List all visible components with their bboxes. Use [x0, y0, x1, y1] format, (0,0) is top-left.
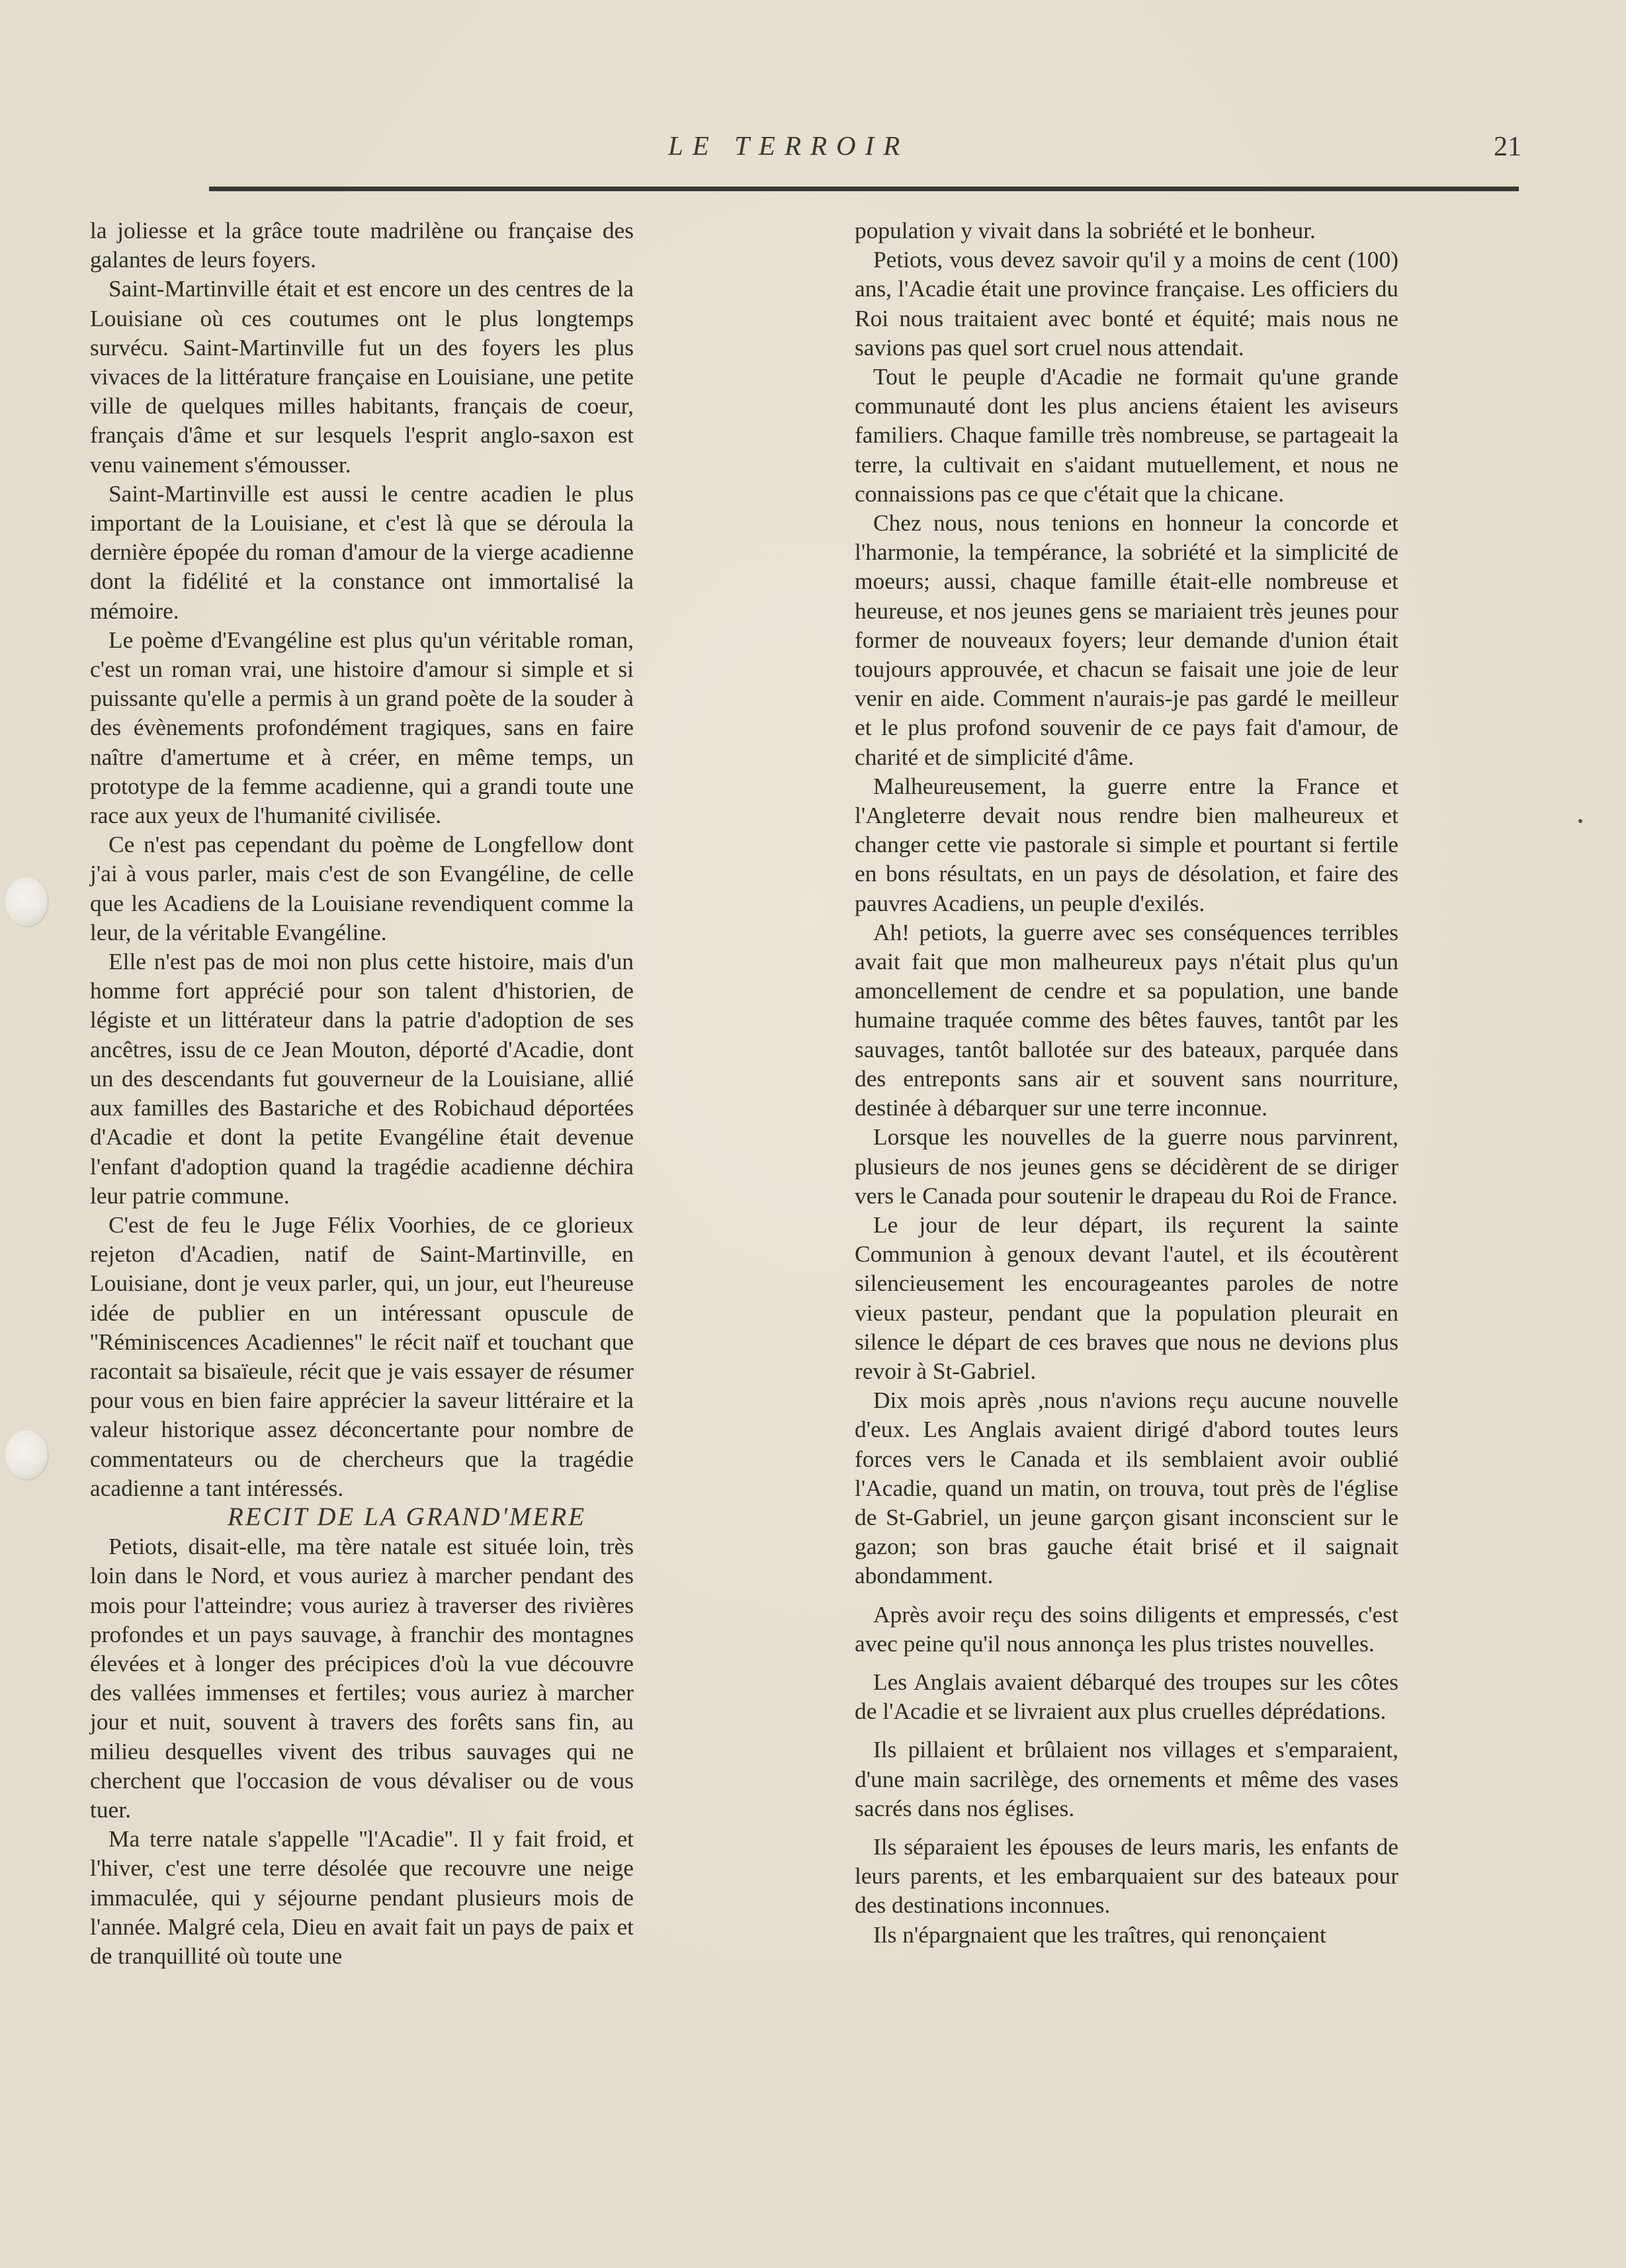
- paragraph: Ils pillaient et brûlaient nos villages et s'emparaient, d'une main sacrilège, des ornements et même des vases sacrés dans nos églises.: [855, 1736, 1398, 1821]
- paragraph: Les Anglais avaient débarqué des troupes sur les côtes de l'Acadie et se livraient aux plus cruelles déprédations.: [855, 1668, 1398, 1725]
- paragraph: C'est de feu le Juge Félix Voorhies, de ce glorieux rejeton d'Acadien, natif de Saint-Martinville, en Louisiane, dont je veux parler, qui, un jour, eut l'heureuse idée de publier en un intéressant opuscule de ''Réminiscences Acadiennes'' le récit naïf et touchant que racontait sa bisaïeule, récit que je vais essayer de résumer pour vous en bien faire apprécier la saveur littéraire et la valeur historique assez déconcertante pour nombre de commentateurs ou de chercheurs que la tragédie acadienne a tant intéressés.: [90, 1211, 634, 1501]
- paragraph: Elle n'est pas de moi non plus cette histoire, mais d'un homme fort apprécié pour son talent d'historien, de légiste et un littérateur dans la patrie d'adoption de ses ancêtres, issu de ce Jean Mouton, déporté d'Acadie, dont un des descendants fut gouverneur de la Louisiane, allié aux familles des Bastariche et des Robichaud déportées d'Acadie et dont la petite Evangéline était devenue l'enfant d'adoption quand la tragédie acadienne déchira leur patrie commune.: [90, 948, 634, 1209]
- paragraph: Ce n'est pas cependant du poème de Longfellow dont j'ai à vous parler, mais c'est de son Evangéline, de celle que les Acadiens de la Louisiane revendiquent comme la leur, de la véritable Evangéline.: [90, 831, 634, 945]
- section-heading: RECIT DE LA GRAND'MERE: [228, 1502, 586, 1531]
- paragraph: Ils n'épargnaient que les traîtres, qui renonçaient: [873, 1921, 1326, 1948]
- paragraph: Chez nous, nous tenions en honneur la concorde et l'harmonie, la tempérance, la sobriété et la simplicité de moeurs; aussi, chaque famille était-elle nombreuse et heureuse, et nos jeunes gens se mariaient très jeunes pour former de nouveaux foyers; leur demande d'union était toujours approuvée, et chacun se faisait une joie de leur venir en aide. Comment n'aurais-je pas gardé le meilleur et le plus profond souvenir de ce pays fait d'amour, de charité et de simplicité d'âme.: [855, 509, 1398, 770]
- paper-speck: [1578, 819, 1582, 823]
- header-rule: [209, 187, 1519, 191]
- journal-title: LE TERROIR: [668, 130, 910, 161]
- punch-hole: [5, 1430, 48, 1479]
- paragraph: Ah! petiots, la guerre avec ses conséquences terribles avait fait que mon malheureux pays n'était plus qu'un amoncellement de cendre et sa population, une bande humaine traquée comme des bêtes fauves, tantôt par les sauvages, tantôt ballotée sur des bateaux, parquée dans des entreponts sans air et souvent sans nourriture, destinée à débarquer sur une terre inconnue.: [855, 918, 1398, 1121]
- paragraph: Ma terre natale s'appelle ''l'Acadie''. Il y fait froid, et l'hiver, c'est une terre désolée que recouvre une neige immaculée, qui y séjourne pendant plusieurs mois de l'année. Malgré cela, Dieu en avait fait un pays de paix et de tranquillité où toute une: [90, 1825, 634, 1969]
- paragraph: Saint-Martinville était et est encore un des centres de la Louisiane où ces coutumes ont le plus longtemps survécu. Saint-Martinville fut un des foyers les plus vivaces de la littérature française en Louisiane, une petite ville de quelques milles habitants, français de coeur, français d'âme et sur lesquels l'esprit anglo-saxon est venu vainement s'émousser.: [90, 275, 634, 478]
- paragraph: Malheureusement, la guerre entre la France et l'Angleterre devait nous rendre bien malheureux et changer cette vie pastorale si simple et pourtant si fertile en bons résultats, en un pays de désolation, et faire des pauvres Acadiens, un peuple d'exilés.: [855, 772, 1398, 916]
- paragraph: Ils séparaient les épouses de leurs maris, les enfants de leurs parents, et les embarquaient sur des bateaux pour des destinations inconnues.: [855, 1833, 1398, 1919]
- paragraph-gap: [855, 1591, 1398, 1600]
- paragraph: Dix mois après ,nous n'avions reçu aucune nouvelle d'eux. Les Anglais avaient dirigé d'abord toutes leurs forces vers le Canada et ils semblaient avoir oublié l'Acadie, quand un matin, on trouva, tout près de l'église de St-Gabriel, un jeune garçon gisant inconscient sur le gazon; son bras gauche était brisé et il saignait abondamment.: [855, 1387, 1398, 1589]
- paragraph: Petiots, disait-elle, ma tère natale est située loin, très loin dans le Nord, et vous auriez à marcher pendant des mois pour l'atteindre; vous auriez à traverser des rivières profondes et un pays sauvage, à franchir des montagnes élevées et à longer des précipices d'où la vue découvre des vallées immenses et fertiles; vous auriez à marcher jour et nuit, souvent à travers des forêts sans fin, au milieu desquelles vivent des tribus sauvages qui ne cherchent que l'occasion de vous dévaliser ou de vous tuer.: [90, 1533, 634, 1823]
- paragraph: Lorsque les nouvelles de la guerre nous parvinrent, plusieurs de nos jeunes gens se décidèrent de se diriger vers le Canada pour soutenir le drapeau du Roi de France.: [855, 1123, 1398, 1209]
- paragraph: Le poème d'Evangéline est plus qu'un véritable roman, c'est un roman vrai, une histoire d'amour si simple et si puissante qu'elle a permis à un grand poète de la souder à des évènements profondément tragiques, sans en faire naître d'amertume et à créer, en même temps, un prototype de la femme acadienne, qui a grandi toute une race aux yeux de l'humanité civilisée.: [90, 626, 634, 829]
- page-number: 21: [1494, 132, 1521, 162]
- paragraph-gap: [855, 1823, 1398, 1832]
- paragraph: la joliesse et la grâce toute madrilène ou française des galantes de leurs foyers.: [90, 217, 634, 273]
- right-column: [855, 216, 1398, 1949]
- paragraph: Le jour de leur départ, ils reçurent la sainte Communion à genoux devant l'autel, et ils écoutèrent silencieusement les encourageantes paroles de notre vieux pasteur, pendant que la population pleurait en silence le départ de ces braves que nous ne devions plus revoir à St-Gabriel.: [855, 1211, 1398, 1384]
- paragraph-gap: [855, 1725, 1398, 1735]
- paragraph: Saint-Martinville est aussi le centre acadien le plus important de la Louisiane, et c'est là que se déroula la dernière épopée du roman d'amour de la vierge acadienne dont la fidélité et la constance ont immortalisé la mémoire.: [90, 480, 634, 624]
- paragraph: Après avoir reçu des soins diligents et empressés, c'est avec peine qu'il nous annonça les plus tristes nouvelles.: [855, 1600, 1398, 1657]
- left-column: [90, 216, 634, 1970]
- running-header: [0, 130, 1626, 169]
- punch-hole: [5, 877, 48, 926]
- paragraph-gap: [855, 1658, 1398, 1667]
- paragraph: population y vivait dans la sobriété et le bonheur.: [855, 217, 1316, 243]
- paragraph: Tout le peuple d'Acadie ne formait qu'une grande communauté dont les plus anciens étaient les aviseurs familiers. Chaque famille très nombreuse, se partageait la terre, la cultivait en s'aidant mutuellement, et nous ne connaissions pas ce que c'était que la chicane.: [855, 363, 1398, 507]
- paragraph: Petiots, vous devez savoir qu'il y a moins de cent (100) ans, l'Acadie était une province française. Les officiers du Roi nous traitaient avec bonté et équité; mais nous ne savions pas quel sort cruel nous attendait.: [855, 246, 1398, 361]
